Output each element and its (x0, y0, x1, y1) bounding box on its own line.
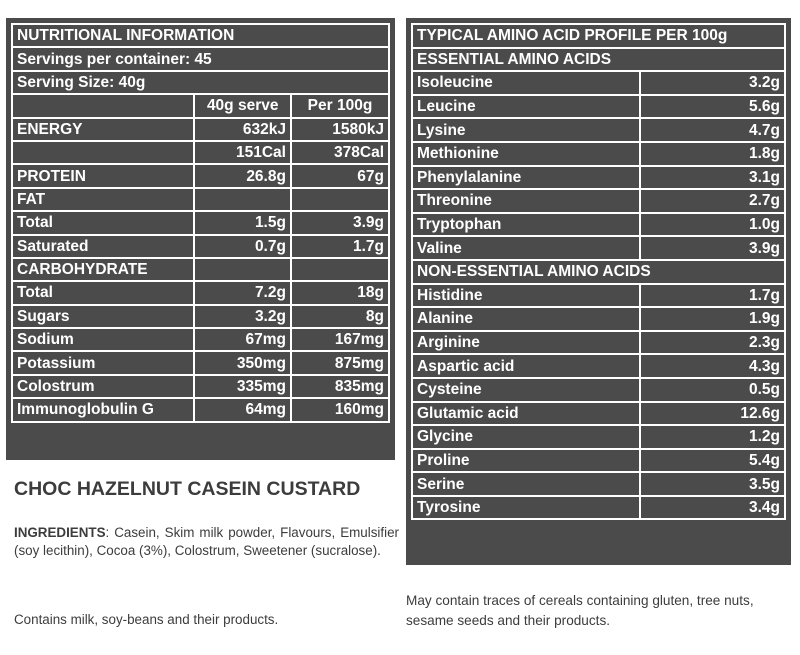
nutrient-per-serve (194, 258, 291, 281)
amino-title: TYPICAL AMINO ACID PROFILE PER 100g (412, 24, 785, 48)
nutrient-per-serve: 0.7g (194, 235, 291, 258)
amino-row (412, 331, 785, 355)
nutrient-per-100g: 1580kJ (291, 118, 389, 141)
empty-header-cell (12, 94, 194, 117)
nutrient-label: PROTEIN (12, 164, 194, 187)
nutrition-row (12, 258, 389, 281)
amino-value: 1.9g (640, 307, 785, 331)
amino-value: 4.7g (640, 118, 785, 142)
nutrient-per-100g (291, 188, 389, 211)
amino-row (412, 284, 785, 308)
amino-name: Threonine (412, 189, 640, 213)
nutrient-per-100g: 875mg (291, 351, 389, 374)
nutrient-per-100g: 8g (291, 305, 389, 328)
amino-value: 1.8g (640, 142, 785, 166)
nutrient-label: ENERGY (12, 118, 194, 141)
nutrient-per-100g: 835mg (291, 375, 389, 398)
nutrient-per-serve: 335mg (194, 375, 291, 398)
nutrient-label: Sugars (12, 305, 194, 328)
amino-name: Cysteine (412, 378, 640, 402)
nutrition-row (12, 328, 389, 351)
nutrient-per-serve (194, 188, 291, 211)
nutrient-label: FAT (12, 188, 194, 211)
amino-value: 3.9g (640, 236, 785, 260)
nutrient-per-serve: 151Cal (194, 141, 291, 164)
amino-value: 3.5g (640, 472, 785, 496)
amino-row (412, 71, 785, 95)
nutrition-row (12, 188, 389, 211)
nutrient-per-serve: 632kJ (194, 118, 291, 141)
amino-row (412, 354, 785, 378)
nutrient-per-serve: 67mg (194, 328, 291, 351)
ingredients-list: : Casein, Skim milk powder, Flavours, Emulsifier (soy lecithin), Cocoa (3%), Colostrum, Sweetener (sucralose). (14, 525, 399, 558)
amino-name: Valine (412, 236, 640, 260)
amino-name: Glycine (412, 425, 640, 449)
essential-title: ESSENTIAL AMINO ACIDS (412, 48, 785, 72)
nutrient-label: Total (12, 281, 194, 304)
nonessential-title: NON-ESSENTIAL AMINO ACIDS (412, 260, 785, 284)
amino-value: 4.3g (640, 354, 785, 378)
amino-name: Glutamic acid (412, 402, 640, 426)
amino-table (411, 23, 786, 520)
amino-value: 1.2g (640, 425, 785, 449)
amino-name: Serine (412, 472, 640, 496)
ingredients-label: INGREDIENTS (14, 525, 106, 540)
amino-row (412, 95, 785, 119)
nutrient-per-100g: 378Cal (291, 141, 389, 164)
amino-name: Methionine (412, 142, 640, 166)
amino-name: Lysine (412, 118, 640, 142)
nutrition-row (12, 235, 389, 258)
nutrient-per-serve: 1.5g (194, 211, 291, 234)
nutrient-per-serve: 26.8g (194, 164, 291, 187)
amino-name: Aspartic acid (412, 354, 640, 378)
nutrient-label: Potassium (12, 351, 194, 374)
serving-size: Serving Size: 40g (12, 71, 389, 94)
amino-row (412, 236, 785, 260)
amino-value: 3.4g (640, 496, 785, 520)
amino-row (412, 402, 785, 426)
nutrient-label: Colostrum (12, 375, 194, 398)
nutrient-label: Sodium (12, 328, 194, 351)
nutrient-per-serve: 7.2g (194, 281, 291, 304)
amino-name: Leucine (412, 95, 640, 119)
col-header-per-100g: Per 100g (291, 94, 389, 117)
amino-value: 1.7g (640, 284, 785, 308)
amino-value: 5.6g (640, 95, 785, 119)
nutrition-row (12, 164, 389, 187)
nutrient-per-100g: 160mg (291, 398, 389, 421)
nutrition-row (12, 305, 389, 328)
nutrient-label: Total (12, 211, 194, 234)
amino-row (412, 449, 785, 473)
amino-row (412, 166, 785, 190)
nutrient-per-100g: 18g (291, 281, 389, 304)
amino-name: Tyrosine (412, 496, 640, 520)
nutrition-row (12, 398, 389, 421)
nutrition-row (12, 211, 389, 234)
nutrition-row (12, 118, 389, 141)
nutrition-table (11, 23, 390, 423)
servings-row (12, 47, 389, 70)
amino-name: Isoleucine (412, 71, 640, 95)
nutrient-per-100g (291, 258, 389, 281)
amino-name: Proline (412, 449, 640, 473)
servings-per-container: Servings per container: 45 (12, 47, 389, 70)
amino-value: 2.7g (640, 189, 785, 213)
nutrition-header-row (12, 94, 389, 117)
amino-title-row (412, 24, 785, 48)
nutrition-row (12, 141, 389, 164)
col-header-serve: 40g serve (194, 94, 291, 117)
nutrition-row (12, 375, 389, 398)
nutrient-per-100g: 3.9g (291, 211, 389, 234)
serving-size-row (12, 71, 389, 94)
amino-panel (406, 18, 791, 565)
nutrition-panel (6, 18, 395, 460)
nutrient-label: CARBOHYDRATE (12, 258, 194, 281)
amino-name: Arginine (412, 331, 640, 355)
nutrient-label (12, 141, 194, 164)
ingredients-text (14, 524, 399, 559)
amino-row (412, 142, 785, 166)
nutrition-row (12, 281, 389, 304)
amino-row (412, 425, 785, 449)
amino-row (412, 472, 785, 496)
amino-name: Tryptophan (412, 213, 640, 237)
nutrition-row (12, 351, 389, 374)
product-title: CHOC HAZELNUT CASEIN CUSTARD (14, 478, 361, 500)
amino-value: 12.6g (640, 402, 785, 426)
nutrient-label: Immunoglobulin G (12, 398, 194, 421)
traces-statement: May contain traces of cereals containing gluten, tree nuts, sesame seeds and their products. (406, 593, 754, 628)
nutrition-title-row (12, 24, 389, 47)
nonessential-title-row (412, 260, 785, 284)
essential-title-row (412, 48, 785, 72)
nutrient-per-100g: 167mg (291, 328, 389, 351)
amino-value: 5.4g (640, 449, 785, 473)
amino-row (412, 213, 785, 237)
amino-name: Alanine (412, 307, 640, 331)
nutrient-per-serve: 64mg (194, 398, 291, 421)
allergen-statement: Contains milk, soy-beans and their products. (14, 612, 279, 627)
nutrient-label: Saturated (12, 235, 194, 258)
amino-value: 3.1g (640, 166, 785, 190)
amino-value: 1.0g (640, 213, 785, 237)
amino-value: 3.2g (640, 71, 785, 95)
nutrient-per-100g: 1.7g (291, 235, 389, 258)
nutrient-per-serve: 350mg (194, 351, 291, 374)
amino-row (412, 496, 785, 520)
amino-name: Histidine (412, 284, 640, 308)
amino-value: 2.3g (640, 331, 785, 355)
amino-row (412, 378, 785, 402)
amino-value: 0.5g (640, 378, 785, 402)
amino-row (412, 118, 785, 142)
amino-row (412, 189, 785, 213)
nutrition-title: NUTRITIONAL INFORMATION (12, 24, 389, 47)
amino-row (412, 307, 785, 331)
amino-name: Phenylalanine (412, 166, 640, 190)
nutrient-per-100g: 67g (291, 164, 389, 187)
nutrient-per-serve: 3.2g (194, 305, 291, 328)
